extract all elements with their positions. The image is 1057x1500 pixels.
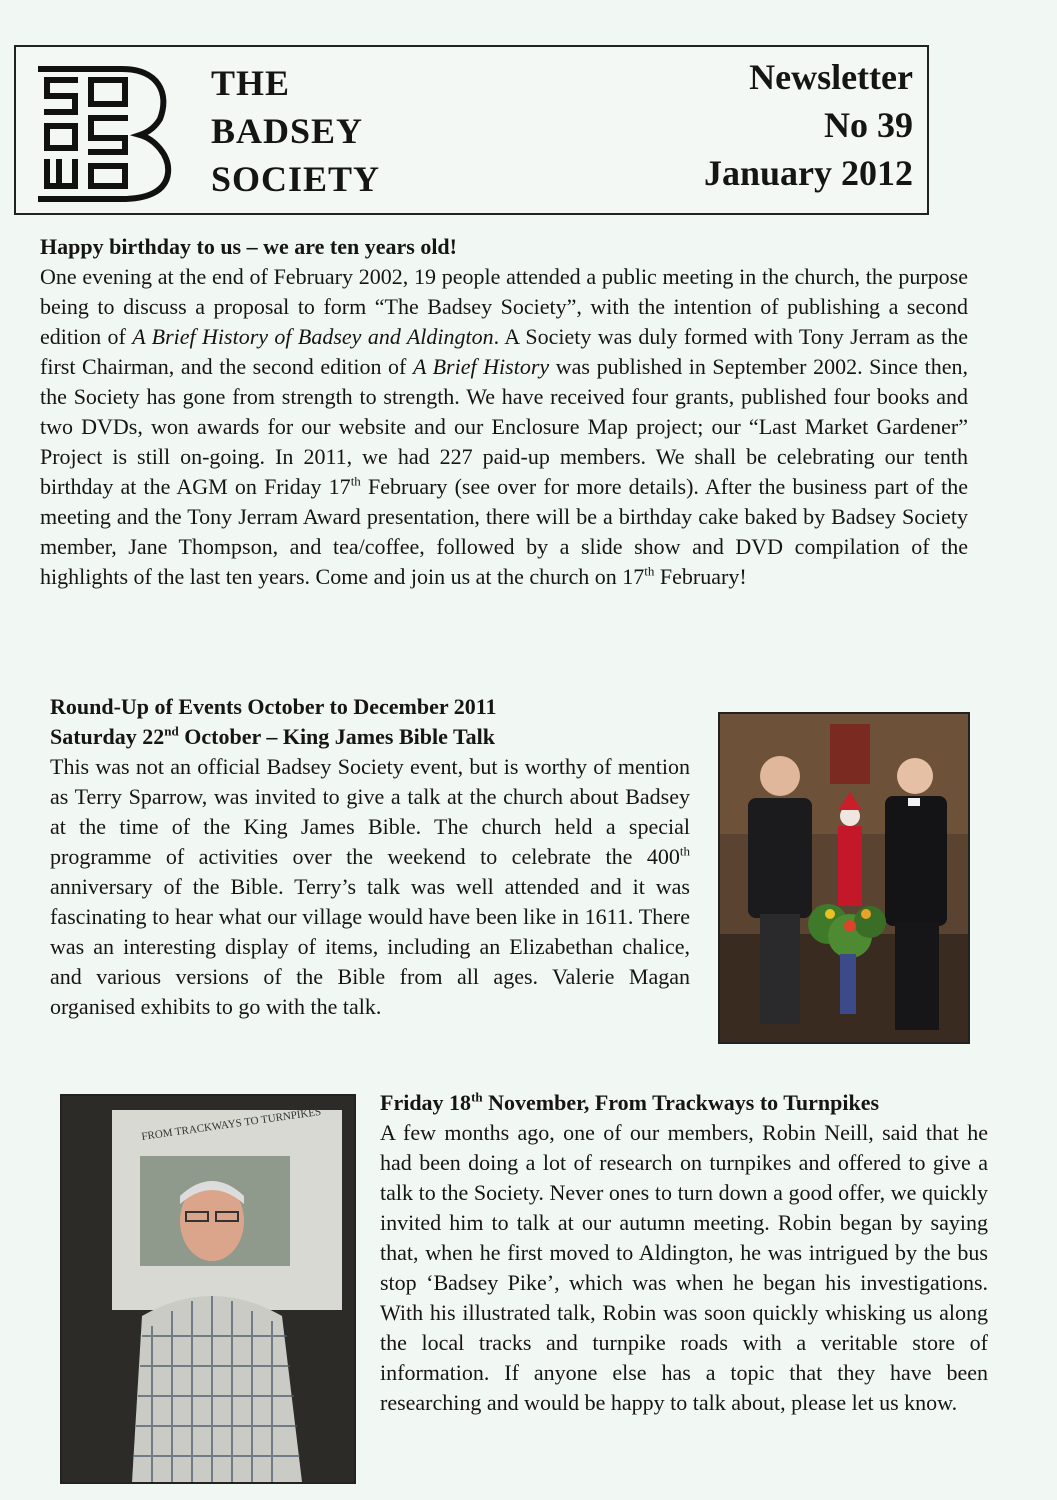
society-name-line-1: THE xyxy=(211,63,291,103)
event-2-article xyxy=(380,1088,988,1418)
projection-slide-title: FROM TRACKWAYS TO TURNPIKES xyxy=(140,1105,322,1143)
society-name-line-3: SOCIETY xyxy=(211,159,381,199)
birthday-text-1: One evening at the end of February 2002, 19 people attended a public meeting in the church, the purpose being to discuss a proposal to form “The Badsey Society”, with the intention of publishing a second edition of xyxy=(40,264,968,349)
event-1-heading-b: October – King James Bible Talk xyxy=(178,724,495,749)
photo-church-event-image xyxy=(720,714,968,1042)
birthday-heading: Happy birthday to us – we are ten years old! xyxy=(40,234,457,259)
event-1-text-a: This was not an official Badsey Society event, but is worthy of mention as Terry Sparrow, was invited to give a talk at the church about Badsey at the time of the King James Bible. The church held a special programme of activities over the weekend to celebrate the 400 xyxy=(50,754,690,869)
photo-speaker xyxy=(60,1094,356,1484)
ordinal-suffix: th xyxy=(471,1089,483,1105)
issue-info xyxy=(704,53,913,197)
newsletter-label: Newsletter xyxy=(749,57,913,97)
event-1-heading xyxy=(50,722,690,752)
society-name xyxy=(211,59,380,203)
society-name-line-2: BADSEY xyxy=(211,111,364,151)
roundup-heading: Round-Up of Events October to December 2011 xyxy=(50,694,497,719)
photo-church-event xyxy=(718,712,970,1044)
issue-number: No 39 xyxy=(824,105,913,145)
event-1-heading-a: Saturday 22 xyxy=(50,724,165,749)
event-1-body xyxy=(50,752,690,1022)
birthday-article xyxy=(40,232,968,592)
birthday-text-3: was published in September 2002. Since then, the Society has gone from strength to strength. We have received four grants, published four books and two DVDs, won awards for our website and our Enclosure Map project; our “Last Market Gardener” Project is still on-going. In 2011, we had 227 paid-up members. We shall be celebrating our tenth birthday at the AGM on Friday 17 xyxy=(40,354,969,499)
event-1-text-b: anniversary of the Bible. Terry’s talk was well attended and it was fascinating to hear what our village would have been like in 1611. There was an interesting display of items, including an Elizabethan chalice, and various versions of the Bible from all ages. Valerie Magan organised exhibits to go with the talk. xyxy=(50,874,690,1019)
event-2-heading-a: Friday 18 xyxy=(380,1090,472,1115)
birthday-text-2: . A Society was duly formed with Tony Jerram as the first Chairman, and the second edition of xyxy=(40,324,968,379)
birthday-text-4: February (see over for more details). After the business part of the meeting and the Tony Jerram Award presentation, there will be a birthday cake baked by Badsey Society member, Jane Thompson, and tea/coffee, followed by a slide show and DVD compilation of the highlights of the last ten years. Come and join us at the church on 17 xyxy=(40,474,968,589)
ordinal-suffix: th xyxy=(350,473,361,489)
ordinal-suffix: th xyxy=(679,843,690,859)
roundup-article xyxy=(50,692,690,1022)
event-2-heading-b: November, From Trackways to Turnpikes xyxy=(482,1090,880,1115)
issue-date: January 2012 xyxy=(703,153,913,193)
book-title-short: A Brief History xyxy=(412,354,550,379)
event-2-heading xyxy=(380,1088,988,1118)
birthday-body xyxy=(40,262,968,592)
birthday-text-5: February! xyxy=(654,564,747,589)
newsletter-header xyxy=(14,45,929,215)
book-title-full: A Brief History of Badsey and Aldington xyxy=(132,324,494,349)
photo-speaker-image xyxy=(62,1096,354,1482)
ordinal-suffix: nd xyxy=(164,723,179,739)
event-2-body: A few months ago, one of our members, Robin Neill, said that he had been doing a lot of research on turnpikes and offered to give a talk to the Society. Never ones to turn down a good offer, we quickly invited him to talk at our autumn meeting. Robin began by saying that, when he first moved to Aldington, he was intrigued by the bus stop ‘Badsey Pike’, which was when he began his investigations. With his illustrated talk, Robin was soon quickly whisking us along the local tracks and turnpike roads with a veritable store of information. If anyone else has a topic that they have been researching and would be happy to talk about, please let us know. xyxy=(380,1120,988,1415)
badsey-society-logo xyxy=(30,63,180,203)
ordinal-suffix: th xyxy=(644,563,655,579)
